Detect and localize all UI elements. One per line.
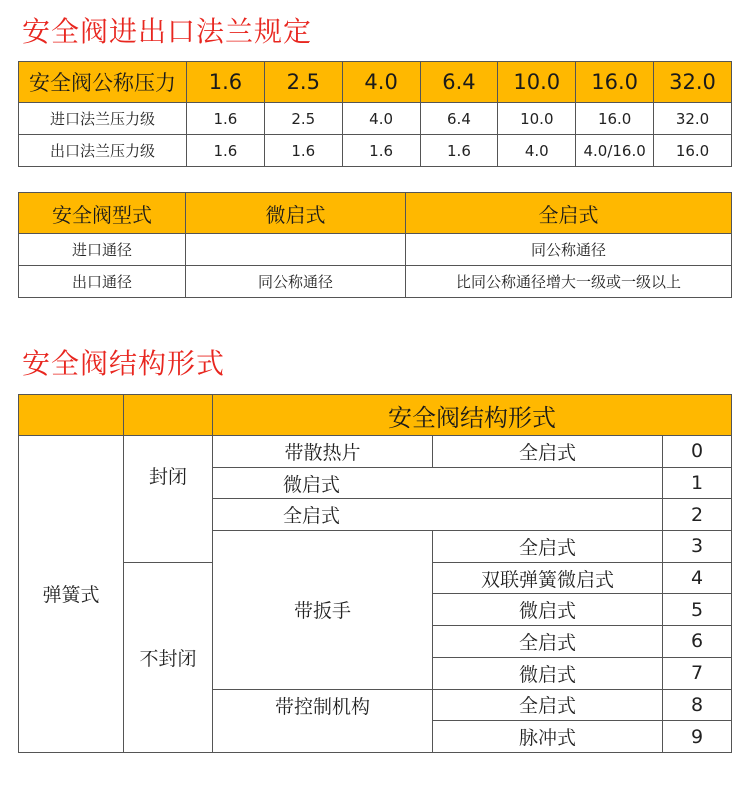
header-structure: 安全阀结构形式 — [213, 395, 732, 436]
row-label-inlet-bore: 进口通径 — [19, 234, 186, 266]
cell-code: 7 — [663, 657, 732, 689]
cell-code: 8 — [663, 689, 732, 721]
cell-with-control: 带控制机构 — [213, 689, 433, 752]
row-label-outlet-bore: 出口通径 — [19, 266, 186, 298]
cell-value: 1.6 — [342, 135, 420, 167]
cell-with-wrench: 带扳手 — [213, 531, 433, 689]
table-row — [19, 234, 732, 266]
table-row — [19, 395, 732, 436]
cell-full-lift: 全启式 — [433, 689, 663, 721]
cell-value: 6.4 — [420, 103, 498, 135]
cell-value: 2.5 — [264, 103, 342, 135]
cell-code: 9 — [663, 721, 732, 753]
cell-value: 16.0 — [654, 135, 732, 167]
header-blank — [19, 395, 124, 436]
header-pressure: 6.4 — [420, 62, 498, 103]
header-nominal-pressure: 安全阀公称压力 — [19, 62, 187, 103]
cell-spring-type: 弹簧式 — [19, 436, 124, 753]
header-blank — [124, 395, 213, 436]
cell-code: 6 — [663, 626, 732, 658]
cell-code: 1 — [663, 467, 732, 499]
header-pressure: 4.0 — [342, 62, 420, 103]
cell-code: 4 — [663, 562, 732, 594]
page-title-structure: 安全阀结构形式 — [22, 347, 226, 380]
table-row — [19, 193, 732, 234]
header-pressure: 32.0 — [654, 62, 732, 103]
header-full-lift: 全启式 — [406, 193, 732, 234]
cell-heat-sink: 带散热片 — [213, 436, 433, 468]
table-row — [19, 62, 732, 103]
cell-micro-lift: 微启式 — [433, 594, 663, 626]
row-label-inlet: 进口法兰压力级 — [19, 103, 187, 135]
header-pressure: 1.6 — [187, 62, 265, 103]
valve-bore-table — [18, 192, 732, 298]
header-pressure: 10.0 — [498, 62, 576, 103]
cell-unclosed: 不封闭 — [124, 562, 213, 752]
cell-value: 1.6 — [187, 135, 265, 167]
cell-value: 16.0 — [576, 103, 654, 135]
header-micro-lift: 微启式 — [186, 193, 406, 234]
cell-value: 10.0 — [498, 103, 576, 135]
cell-dual-spring: 双联弹簧微启式 — [433, 562, 663, 594]
cell-code: 0 — [663, 436, 732, 468]
cell-code: 5 — [663, 594, 732, 626]
flange-pressure-table — [18, 61, 732, 167]
table-row — [19, 266, 732, 298]
cell-value: 同公称通径 — [186, 266, 406, 298]
cell-value — [186, 234, 406, 266]
cell-code: 3 — [663, 531, 732, 563]
cell-pulse: 脉冲式 — [433, 721, 663, 753]
valve-structure-table — [18, 394, 732, 753]
row-label-outlet: 出口法兰压力级 — [19, 135, 187, 167]
cell-code: 2 — [663, 499, 732, 531]
cell-full-lift: 全启式 — [433, 626, 663, 658]
cell-micro-lift: 微启式 — [213, 467, 663, 499]
cell-value: 同公称通径 — [406, 234, 732, 266]
header-pressure: 2.5 — [264, 62, 342, 103]
cell-micro-lift: 微启式 — [433, 657, 663, 689]
header-valve-type: 安全阀型式 — [19, 193, 186, 234]
cell-value: 1.6 — [187, 103, 265, 135]
page-title-flange: 安全阀进出口法兰规定 — [22, 15, 313, 48]
cell-value: 4.0 — [342, 103, 420, 135]
table-row — [19, 135, 732, 167]
header-pressure: 16.0 — [576, 62, 654, 103]
table-row — [19, 103, 732, 135]
cell-value: 1.6 — [264, 135, 342, 167]
table-row — [19, 436, 732, 468]
cell-value: 4.0/16.0 — [576, 135, 654, 167]
cell-full-lift: 全启式 — [433, 436, 663, 468]
cell-full-lift: 全启式 — [433, 531, 663, 563]
cell-value: 比同公称通径增大一级或一级以上 — [406, 266, 732, 298]
cell-value: 32.0 — [654, 103, 732, 135]
cell-value: 4.0 — [498, 135, 576, 167]
cell-full-lift: 全启式 — [213, 499, 663, 531]
cell-closed: 封闭 — [124, 436, 213, 563]
cell-value: 1.6 — [420, 135, 498, 167]
